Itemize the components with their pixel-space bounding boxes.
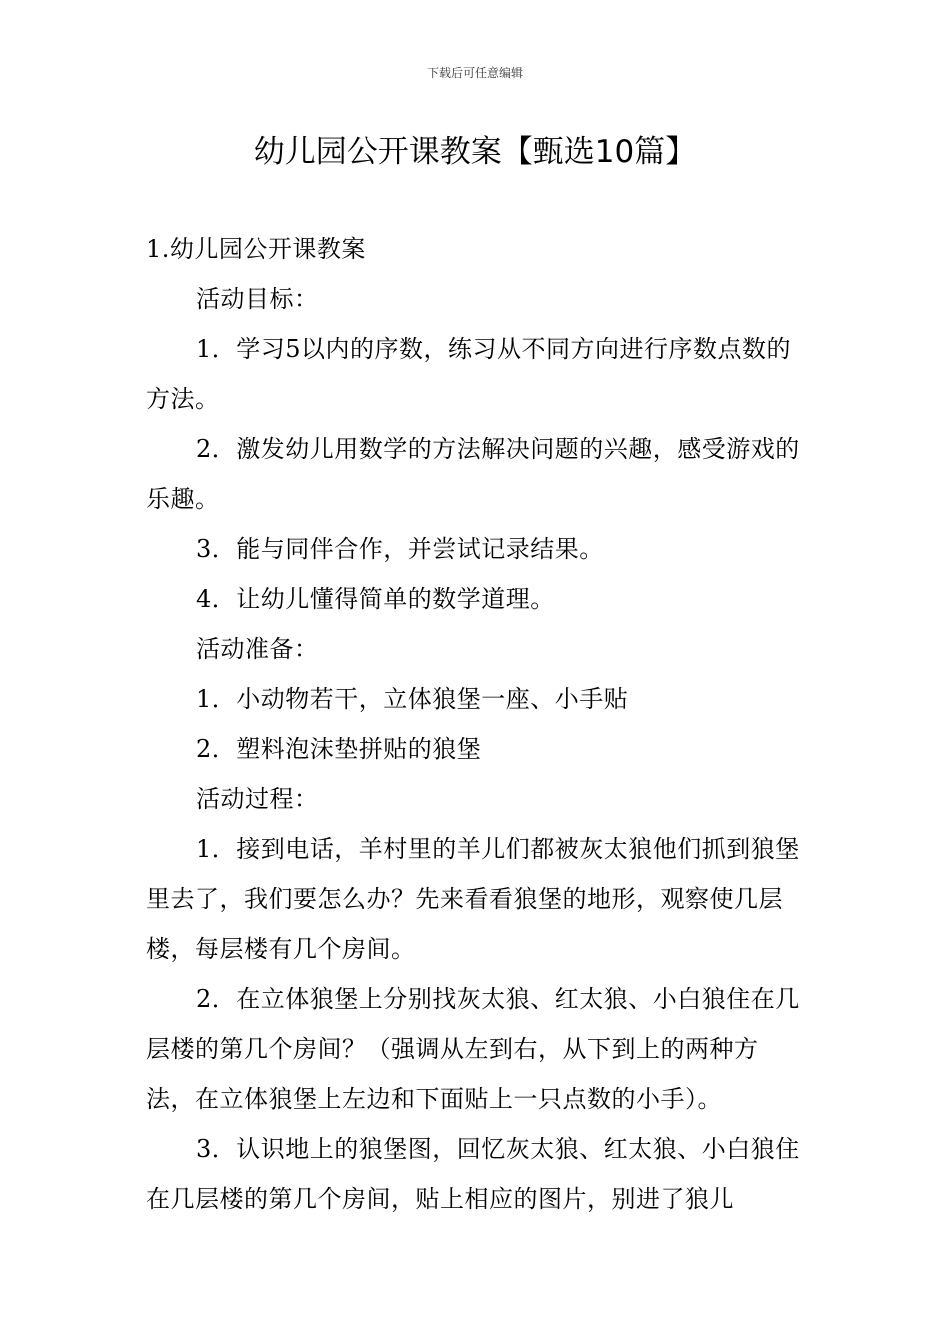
paragraph-process-heading: 活动过程： <box>196 785 319 813</box>
paragraph-process-2: 2．在立体狼堡上分别找灰太狼、红太狼、小白狼住在几层楼的第几个房间？（强调从左到右，从下到上的两种方法，在立体狼堡上左边和下面贴上一只点数的小手）。 <box>146 985 800 1113</box>
paragraph-preparation-heading: 活动准备： <box>196 635 319 663</box>
paragraph-preparation-1: 1．小动物若干，立体狼堡一座、小手贴 <box>196 685 629 713</box>
document-body <box>146 224 806 1224</box>
paragraph-preparation-2: 2．塑料泡沫垫拼贴的狼堡 <box>196 735 482 763</box>
paragraph-goal-2: 2．激发幼儿用数学的方法解决问题的兴趣，感受游戏的乐趣。 <box>146 435 800 513</box>
paragraph-process-3: 3．认识地上的狼堡图，回忆灰太狼、红太狼、小白狼住在几层楼的第几个房间，贴上相应的图片，别进了狼儿 <box>146 1135 800 1213</box>
paragraph-goal-1: 1．学习5以内的序数，练习从不同方向进行序数点数的方法。 <box>146 335 792 413</box>
paragraph-activity-goals-heading: 活动目标： <box>196 285 319 313</box>
page-header-note: 下载后可任意编辑 <box>426 66 523 80</box>
section-heading: 1.幼儿园公开课教案 <box>146 235 366 263</box>
document-title: 幼儿园公开课教案【甄选10篇】 <box>253 134 697 170</box>
paragraph-goal-4: 4．让幼儿懂得简单的数学道理。 <box>196 585 555 613</box>
paragraph-process-1: 1．接到电话，羊村里的羊儿们都被灰太狼他们抓到狼堡里去了，我们要怎么办？先来看看狼堡的地形，观察使几层楼，每层楼有几个房间。 <box>146 835 800 963</box>
paragraph-goal-3: 3．能与同伴合作，并尝试记录结果。 <box>196 535 604 563</box>
